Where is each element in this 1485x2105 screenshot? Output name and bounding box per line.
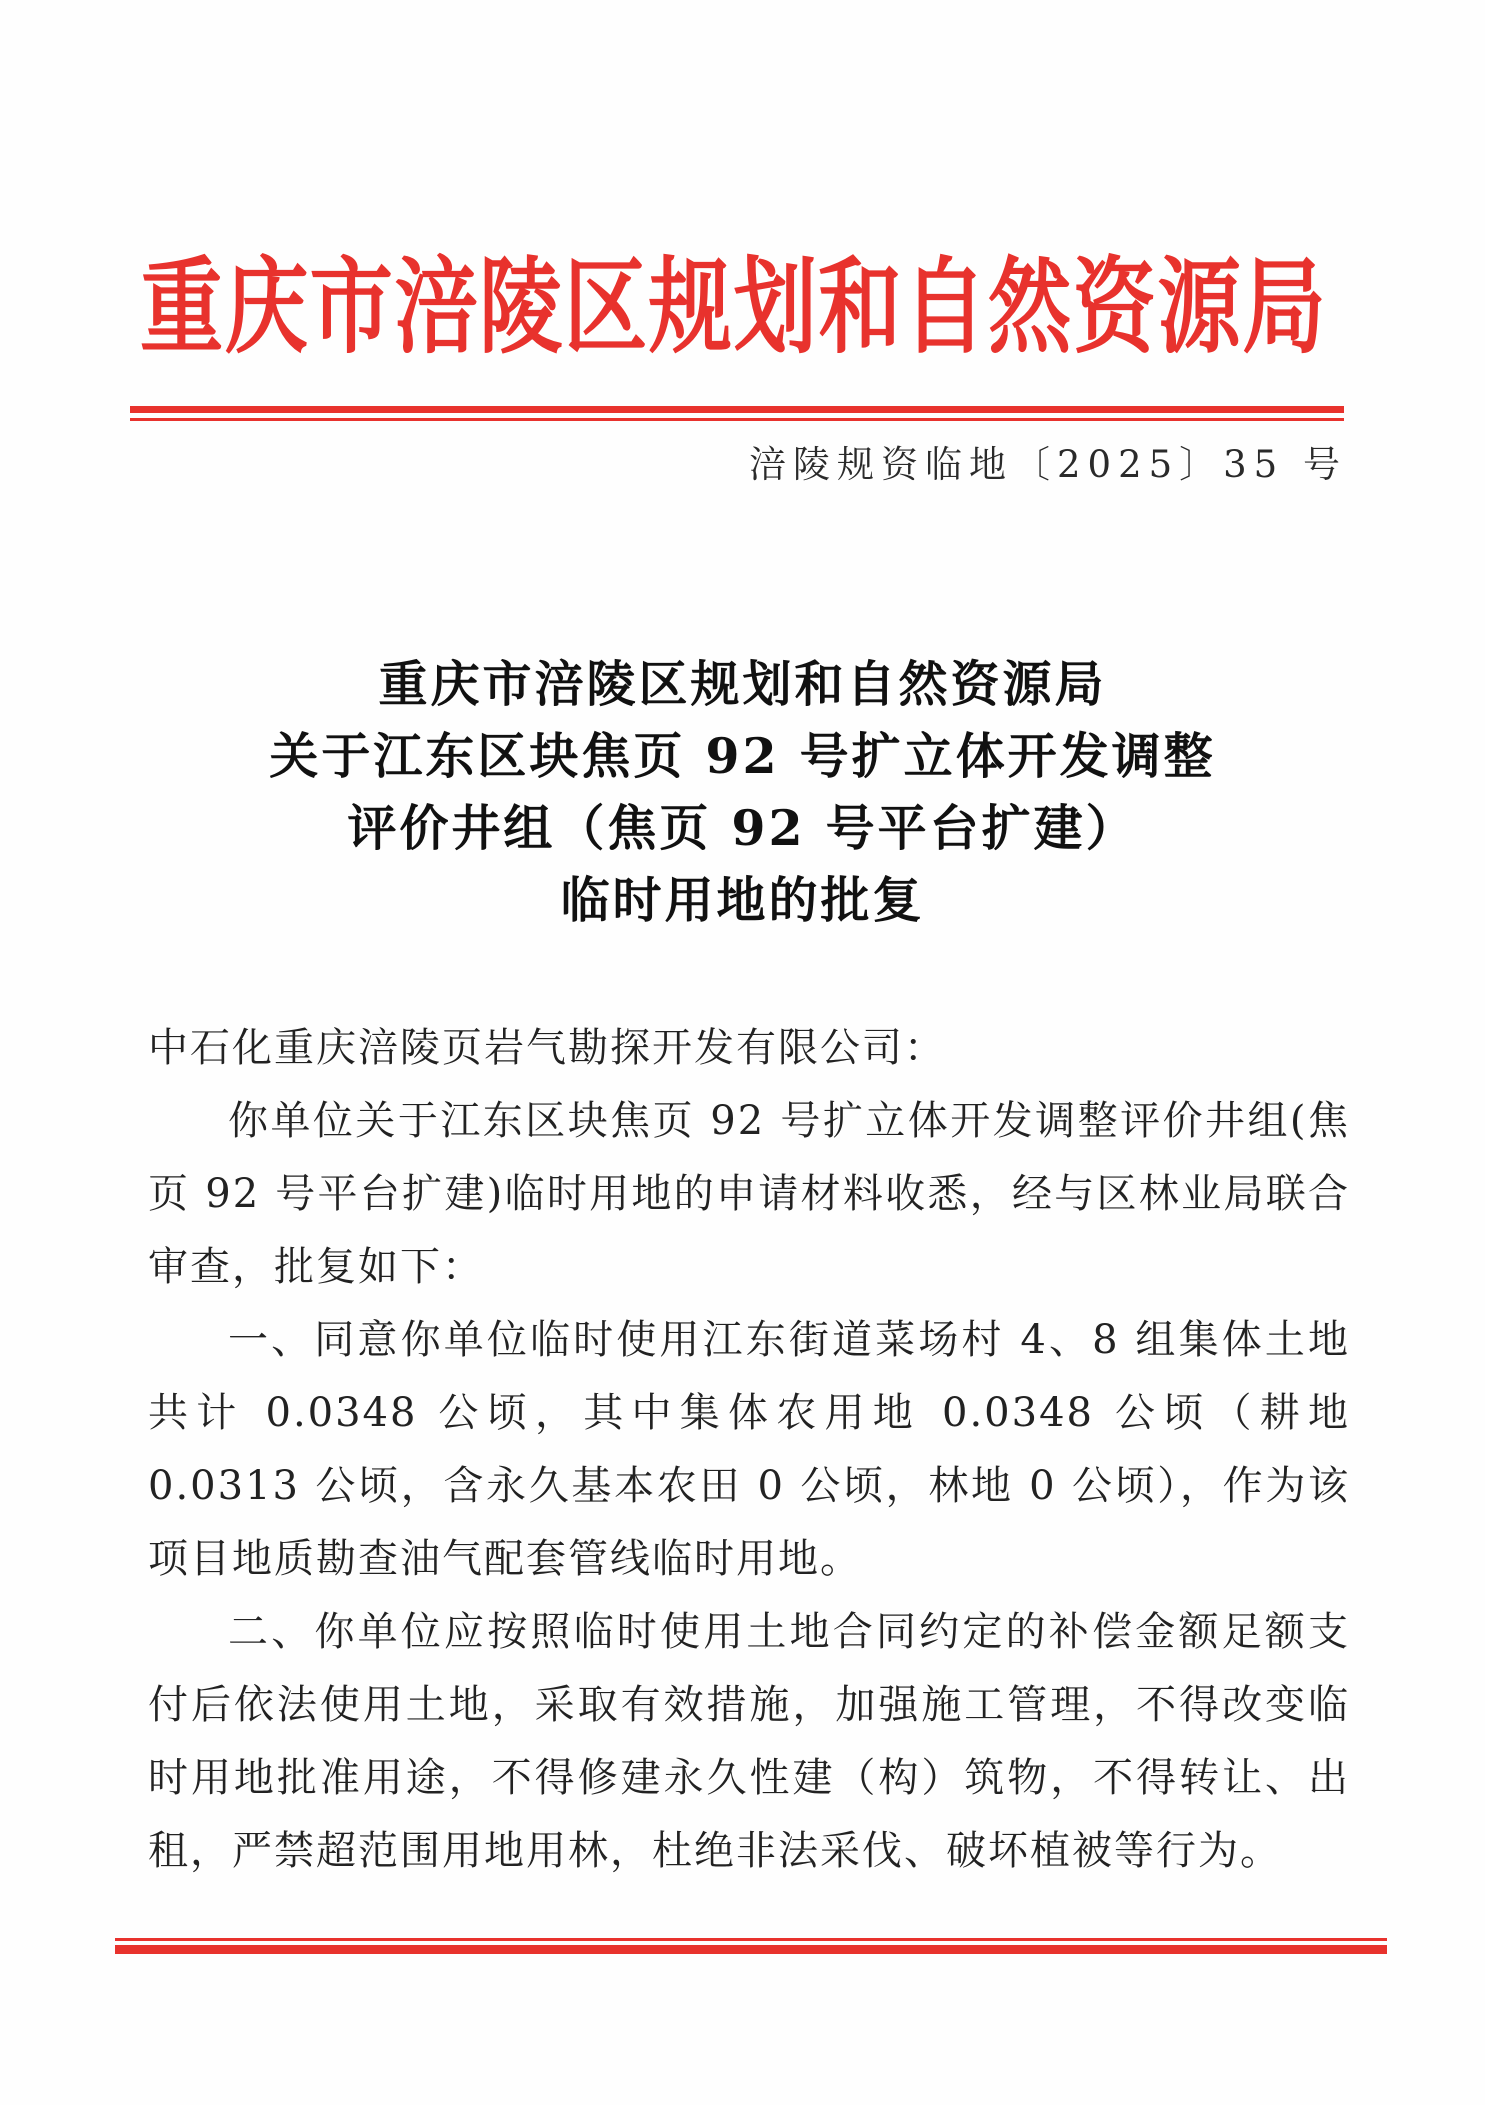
title-line-3: 评价井组（焦页 92 号平台扩建）	[347, 799, 1138, 857]
title-line-2: 关于江东区块焦页 92 号扩立体开发调整	[269, 727, 1216, 785]
salutation: 中石化重庆涪陵页岩气勘探开发有限公司：	[148, 1025, 946, 1071]
footer-divider	[115, 1938, 1387, 1954]
header-rule-thin	[130, 418, 1344, 421]
body-paragraph-intro: 你单位关于江东区块焦页 92 号扩立体开发调整评价井组(焦页 92 号平台扩建)临时用地的申请材料收悉，经与区林业局联合审查，批复如下：	[148, 1098, 1350, 1290]
header-rule-thick	[130, 406, 1344, 413]
letterhead-title: 重庆市涪陵区规划和自然资源局	[139, 245, 1328, 368]
document-number: 涪陵规资临地〔2025〕35 号	[748, 443, 1347, 486]
title-line-1: 重庆市涪陵区规划和自然资源局	[378, 655, 1107, 713]
body-paragraph-item-2: 二、你单位应按照临时使用土地合同约定的补偿金额足额支付后依法使用土地，采取有效措施，加强施工管理，不得改变临时用地批准用途，不得修建永久性建（构）筑物，不得转让、出租，严禁超范围用地用林，杜绝非法采伐、破坏植被等行为。	[148, 1609, 1350, 1874]
document-body	[148, 1012, 1350, 1888]
title-line-4: 临时用地的批复	[560, 871, 925, 929]
footer-rule-thick	[115, 1945, 1387, 1954]
body-paragraph-item-1: 一、同意你单位临时使用江东街道菜场村 4、8 组集体土地共计 0.0348 公顷，其中集体农用地 0.0348 公顷（耕地 0.0313 公顷，含永久基本农田 0 公顷，林地 0 公顷），作为该项目地质勘查油气配套管线临时用地。	[148, 1317, 1350, 1582]
footer-rule-thin	[115, 1938, 1387, 1941]
header-divider	[130, 406, 1344, 421]
document-title	[0, 648, 1485, 936]
